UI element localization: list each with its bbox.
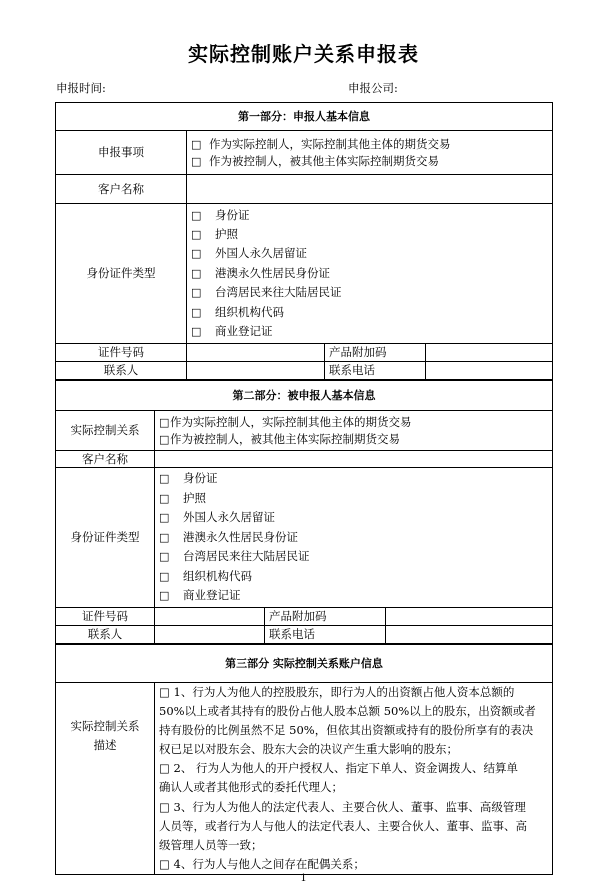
declared-party-info-table xyxy=(55,380,553,644)
id-type-label: 身份证件类型 xyxy=(56,468,155,608)
checkbox-option[interactable]: □ 商业登记证 xyxy=(159,586,548,606)
description-line: 级管理人员等一致； xyxy=(159,837,263,852)
section2-heading: 第二部分：被申报人基本信息 xyxy=(56,381,553,411)
section3-heading: 第三部分 实际控制关系账户信息 xyxy=(56,645,553,683)
product-code-label: 产品附加码 xyxy=(265,608,386,626)
checkbox-icon[interactable]: □ xyxy=(191,137,202,151)
checkbox-option[interactable]: □作为被控制人，被其他主体实际控制期货交易 xyxy=(159,431,400,446)
checkbox-icon[interactable]: □ xyxy=(191,247,202,261)
checkbox-icon[interactable]: □ xyxy=(191,208,202,222)
report-item-label: 申报事项 xyxy=(56,131,187,175)
checkbox-option[interactable]: □ 组织机构代码 xyxy=(191,303,548,322)
checkbox-option[interactable]: □ 身份证 xyxy=(159,469,548,489)
description-line: 人员等，或者行为人与他人的法定代表人、主要合伙人、董事、监事、高 xyxy=(159,818,527,833)
checkbox-option[interactable]: □ 商业登记证 xyxy=(191,322,548,341)
checkbox-option[interactable]: □ 组织机构代码 xyxy=(159,567,548,587)
checkbox-icon[interactable]: □ xyxy=(159,530,170,544)
contact-label: 联系人 xyxy=(56,362,187,380)
checkbox-icon[interactable]: □ xyxy=(159,550,170,564)
description-line: 确认人或者其他形式的委托代理人； xyxy=(159,780,343,795)
checkbox-option[interactable]: □ 港澳永久性居民身份证 xyxy=(191,264,548,283)
checkbox-icon[interactable]: □ xyxy=(191,227,202,241)
customer-name-field[interactable] xyxy=(187,175,553,204)
description-line: 持有股份的比例虽然不足 50%，但依其出资额或持有的股份所享有的表决 xyxy=(159,723,534,738)
checkbox-icon[interactable]: □ xyxy=(191,154,202,168)
phone-field[interactable] xyxy=(426,362,553,380)
description-line[interactable]: □ 4、行为人与他人之间存在配偶关系； xyxy=(159,856,365,871)
page-number: 1 xyxy=(300,873,307,884)
id-number-field[interactable] xyxy=(155,608,265,626)
product-code-field[interactable] xyxy=(386,608,553,626)
checkbox-option[interactable]: □ 作为实际控制人，实际控制其他主体的期货交易 xyxy=(191,136,451,151)
id-type-options xyxy=(187,204,553,344)
product-code-field[interactable] xyxy=(426,344,553,362)
checkbox-option[interactable]: □ 台湾居民来往大陆居民证 xyxy=(159,547,548,567)
checkbox-icon[interactable]: □ xyxy=(191,305,202,319)
contact-field[interactable] xyxy=(155,626,265,644)
checkbox-option[interactable]: □ 台湾居民来往大陆居民证 xyxy=(191,283,548,302)
checkbox-icon[interactable]: □ xyxy=(159,415,170,429)
description-line: 权已足以对股东会、股东大会的决议产生重大影响的股东； xyxy=(159,742,458,757)
checkbox-icon[interactable]: □ xyxy=(191,286,202,300)
report-time-label: 申报时间: xyxy=(56,81,106,95)
report-company-label: 申报公司: xyxy=(348,81,398,95)
control-relation-label: 实际控制关系 xyxy=(56,411,155,451)
description-line[interactable]: □ 1、行为人为他人的控股股东，即行为人的出资额占他人资本总额的 xyxy=(159,685,515,699)
page-title: 实际控制账户关系申报表 xyxy=(188,42,419,66)
contact-label: 联系人 xyxy=(56,626,155,644)
report-item-options xyxy=(187,131,553,175)
checkbox-icon[interactable]: □ xyxy=(159,569,170,583)
customer-name-label: 客户名称 xyxy=(56,175,187,204)
customer-name-field[interactable] xyxy=(155,451,553,468)
relation-description-label: 实际控制关系 描述 xyxy=(56,683,155,875)
checkbox-icon[interactable]: □ xyxy=(191,325,202,339)
control-relation-account-table xyxy=(55,644,553,875)
checkbox-option[interactable]: □ 外国人永久居留证 xyxy=(191,244,548,263)
contact-field[interactable] xyxy=(187,362,325,380)
checkbox-option[interactable]: □ 护照 xyxy=(159,489,548,509)
applicant-info-table xyxy=(55,102,553,380)
checkbox-option[interactable]: □ 港澳永久性居民身份证 xyxy=(159,528,548,548)
id-type-label: 身份证件类型 xyxy=(56,204,187,344)
section1-heading: 第一部分：申报人基本信息 xyxy=(56,103,553,131)
checkbox-option[interactable]: □ 护照 xyxy=(191,225,548,244)
checkbox-icon[interactable]: □ xyxy=(159,491,170,505)
relation-description-options xyxy=(155,683,553,875)
product-code-label: 产品附加码 xyxy=(325,344,426,362)
checkbox-option[interactable]: □ 作为被控制人，被其他主体实际控制期货交易 xyxy=(191,153,439,168)
description-line: 50%以上或者其持有的股份占他人股本总额 50%以上的股东，出资额或者 xyxy=(159,704,536,719)
id-number-label: 证件号码 xyxy=(56,344,187,362)
id-type-options xyxy=(155,468,553,608)
checkbox-icon[interactable]: □ xyxy=(159,511,170,525)
checkbox-option[interactable]: □ 外国人永久居留证 xyxy=(159,508,548,528)
description-line[interactable]: □ 2、 行为人为他人的开户授权人、指定下单人、资金调拨人、结算单 xyxy=(159,761,518,776)
description-line[interactable]: □ 3、行为人为他人的法定代表人、主要合伙人、董事、监事、高级管理 xyxy=(159,799,526,814)
checkbox-option[interactable]: □作为实际控制人，实际控制其他主体的期货交易 xyxy=(159,414,412,429)
id-number-label: 证件号码 xyxy=(56,608,155,626)
customer-name-label: 客户名称 xyxy=(56,451,155,468)
phone-label: 联系电话 xyxy=(325,362,426,380)
checkbox-icon[interactable]: □ xyxy=(159,589,170,603)
checkbox-icon[interactable]: □ xyxy=(159,471,170,485)
checkbox-icon[interactable]: □ xyxy=(159,432,170,446)
control-relation-options xyxy=(155,411,553,451)
phone-field[interactable] xyxy=(386,626,553,644)
phone-label: 联系电话 xyxy=(265,626,386,644)
checkbox-icon[interactable]: □ xyxy=(191,266,202,280)
id-number-field[interactable] xyxy=(187,344,325,362)
checkbox-option[interactable]: □ 身份证 xyxy=(191,206,548,225)
